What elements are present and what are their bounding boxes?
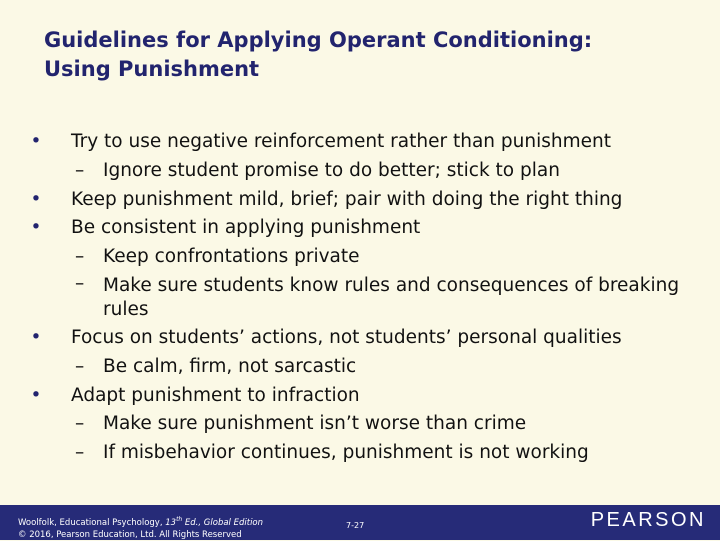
citation-author: Woolfolk, Educational Psychology,	[18, 517, 166, 528]
dash-marker: –	[75, 355, 85, 377]
citation	[18, 514, 263, 541]
title-line-2: Using Punishment	[44, 57, 260, 81]
bullet-marker: •	[30, 188, 42, 210]
page-number: 7-27	[346, 521, 365, 530]
sub-bullet-text: Keep confrontations private	[103, 246, 360, 268]
bullet-text: Be consistent in applying punishment	[71, 217, 421, 239]
bullet-list	[18, 128, 708, 468]
dash-marker: –	[75, 246, 85, 268]
bullet-marker: •	[30, 131, 42, 152]
sub-bullet-item	[18, 243, 708, 272]
footer-bar	[0, 505, 720, 540]
sub-bullet-item	[18, 353, 708, 382]
sub-bullet-item	[18, 439, 708, 468]
copyright-text: © 2016, Pearson Education, Ltd. All Rights Reserved	[18, 529, 242, 540]
bullet-item	[18, 186, 708, 215]
bullet-text: Keep punishment mild, brief; pair with doing the right thing	[71, 188, 623, 210]
dash-marker: –	[75, 159, 85, 181]
bullet-marker: •	[30, 217, 42, 239]
dash-marker: –	[75, 442, 85, 464]
bullet-item	[18, 214, 708, 243]
pearson-logo: PEARSON	[590, 509, 706, 531]
citation-line-1	[18, 514, 263, 529]
sub-bullet-item	[18, 410, 708, 439]
citation-edition: 13th Ed., Global Edition	[165, 516, 264, 528]
bullet-marker: •	[30, 326, 42, 348]
title-line-1: Guidelines for Applying Operant Conditioning:	[44, 28, 593, 52]
dash-marker: –	[75, 272, 85, 294]
sub-bullet-text: Make sure students know rules and consequences of breaking rules	[103, 274, 680, 320]
sub-bullet-text: Make sure punishment isn’t worse than crime	[103, 413, 527, 435]
sub-bullet-text: If misbehavior continues, punishment is not working	[103, 442, 589, 464]
bullet-item	[18, 128, 708, 157]
sub-bullet-item	[18, 157, 708, 186]
bullet-item	[18, 324, 708, 353]
dash-marker: –	[75, 413, 85, 435]
sub-bullet-text: Ignore student promise to do better; stick to plan	[103, 159, 560, 181]
bullet-marker: •	[30, 384, 42, 406]
sub-bullet-text: Be calm, firm, not sarcastic	[103, 355, 357, 377]
bullet-text: Try to use negative reinforcement rather than punishment	[71, 131, 611, 152]
bullet-item	[18, 382, 708, 411]
bullet-text: Adapt punishment to infraction	[71, 384, 360, 406]
slide-title	[44, 26, 694, 84]
bullet-text: Focus on students’ actions, not students’ personal qualities	[71, 326, 622, 348]
sub-bullet-item	[18, 272, 708, 324]
